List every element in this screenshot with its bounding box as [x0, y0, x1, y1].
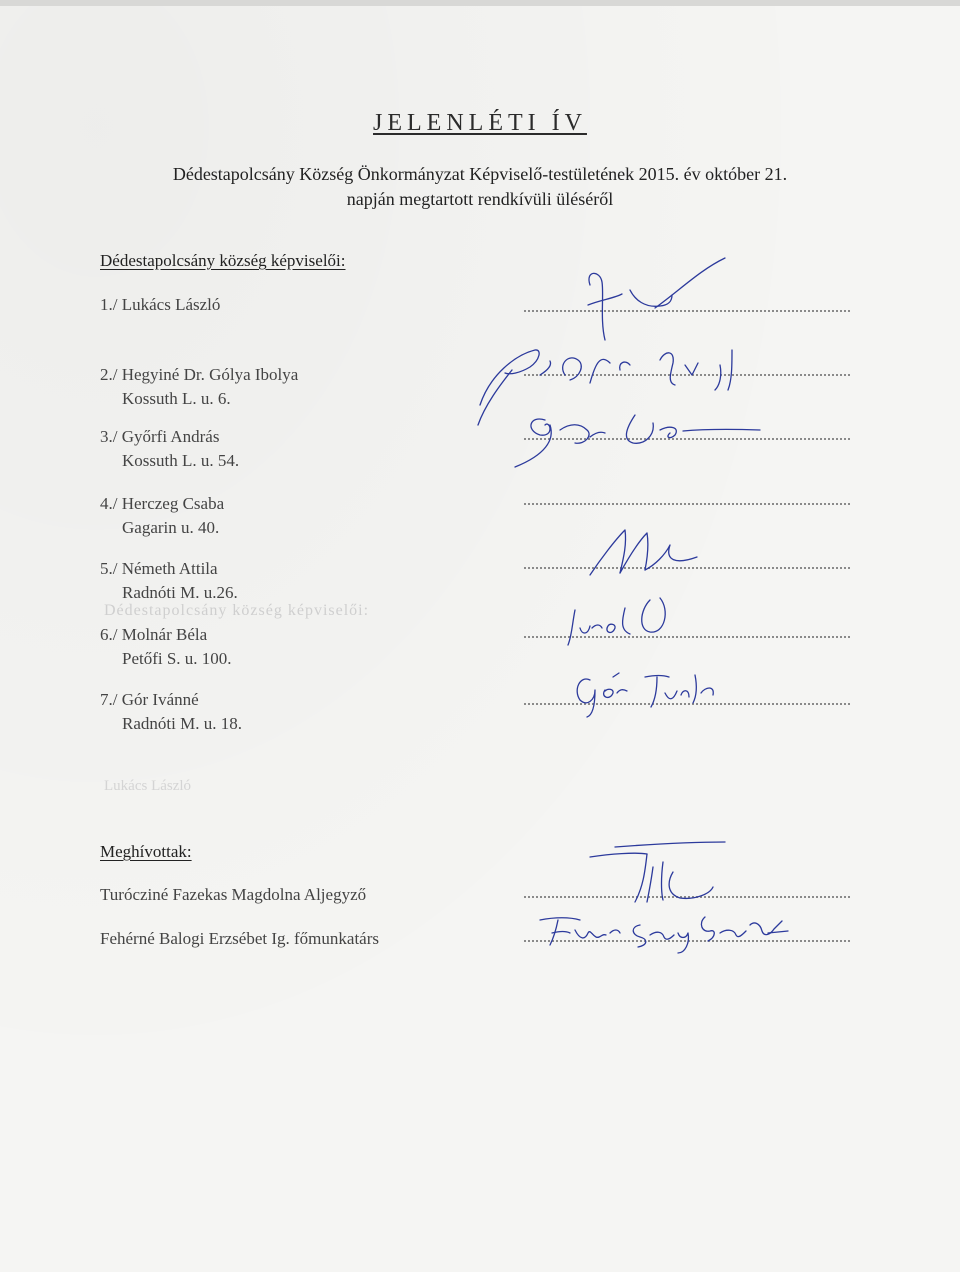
member-4 [100, 492, 224, 540]
signature-guest-2-text: Fehérné Balogi Erzsébet [680, 953, 690, 954]
signature-3 [505, 395, 765, 470]
member-2 [100, 363, 298, 411]
subtitle-line-1: Dédestapolcsány Község Önkormányzat Képviselő-testületének 2015. év október 21. [172, 164, 788, 184]
signature-guest-1 [585, 832, 735, 907]
member-1 [100, 293, 220, 317]
guest-2: Fehérné Balogi Erzsébet Ig. főmunkatárs [100, 929, 379, 948]
signature-7-label [0, 0, 1, 1]
member-name: 3./ Győrfi András [100, 427, 220, 446]
member-address: Radnóti M. u. 18. [122, 714, 242, 733]
signature-6-text: Jurol [590, 648, 592, 649]
signature-1 [560, 250, 740, 345]
member-name: 1./ Lukács László [100, 295, 221, 314]
member-address: Petőfi S. u. 100. [122, 649, 232, 668]
representatives-heading: Dédestapolcsány község képviselői: [100, 251, 346, 270]
member-name: 2./ Hegyiné Dr. Gólya Ibolya [100, 365, 299, 384]
member-6 [100, 623, 232, 671]
member-5 [100, 557, 238, 605]
member-name: 7./ Gór Ivánné [100, 690, 199, 709]
scan-edge [0, 0, 960, 6]
member-address: Radnóti M. u.26. [122, 583, 238, 602]
subtitle-line-2: napján megtartott rendkívüli üléséről [346, 189, 614, 209]
document-title: JELENLÉTI ÍV [373, 110, 587, 136]
member-address: Kossuth L. u. 6. [122, 389, 231, 408]
signature-6 [560, 590, 690, 650]
member-7 [100, 688, 242, 736]
invited-heading: Meghívottak: [100, 842, 192, 861]
member-name: 4./ Herczeg Csaba [100, 494, 225, 513]
signature-7 [565, 655, 725, 720]
show-through-text-2: Lukács László [104, 778, 192, 794]
member-name: 5./ Németh Attila [100, 559, 218, 578]
document-subtitle [120, 162, 840, 212]
signature-5 [585, 525, 705, 580]
signature-line-4 [524, 499, 850, 505]
signature-guest-2 [530, 905, 820, 955]
member-address: Gagarin u. 40. [122, 518, 220, 537]
member-address: Kossuth L. u. 54. [122, 451, 240, 470]
member-3 [100, 425, 239, 473]
guest-1: Turócziné Fazekas Magdolna Aljegyző [100, 885, 367, 904]
show-through-text: Dédestapolcsány község képviselői: [104, 602, 370, 619]
member-name: 6./ Molnár Béla [100, 625, 208, 644]
